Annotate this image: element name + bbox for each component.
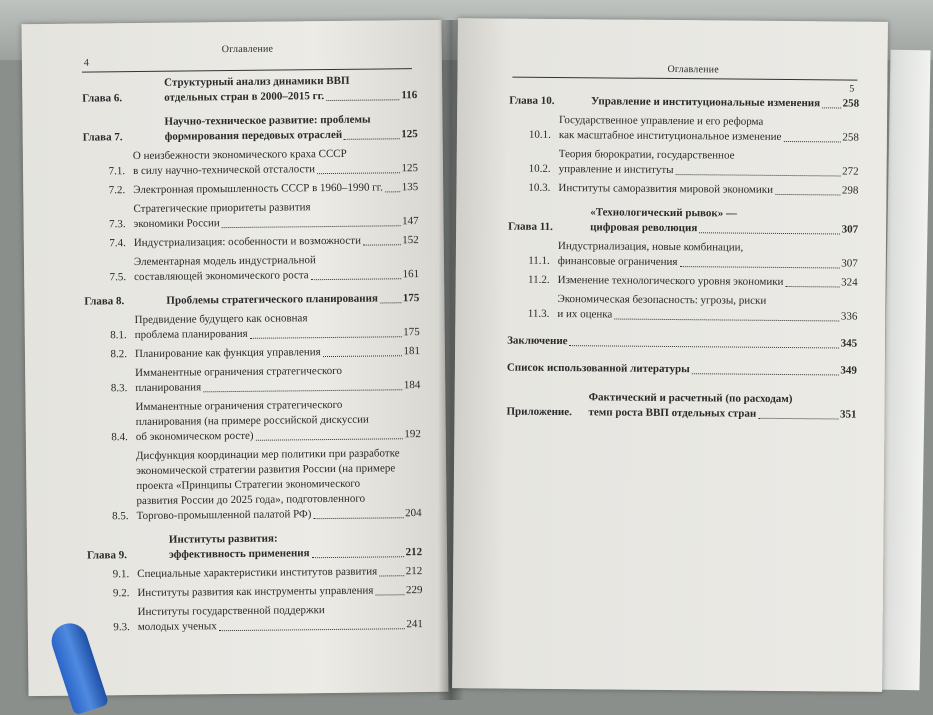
toc-entry-label: 7.3.: [109, 218, 126, 231]
toc-entry-label: 7.2.: [108, 184, 126, 197]
toc-entry-title-line: Изменение технологического уровня экономики: [557, 274, 784, 288]
dot-leader: [323, 355, 402, 357]
toc-entry-title-line: управление и институты: [558, 163, 674, 177]
toc-entry-label: 9.3.: [113, 621, 130, 634]
toc-entry: [507, 334, 857, 352]
toc-entry-title-line: Элементарная модель индустриальной: [133, 254, 316, 269]
toc-entry-page: 135: [401, 181, 419, 194]
toc-entry: [87, 530, 422, 564]
toc-entry-page: 175: [402, 292, 420, 305]
dot-leader: [344, 138, 399, 140]
toc-entry-title-line: Проблемы стратегического планирования: [166, 292, 378, 307]
toc-entry-title-line: Фактический и расчетный (по расходам): [588, 391, 793, 406]
toc-entry-title-line: Государственное управление и его реформа: [558, 114, 764, 128]
right-page: [452, 18, 888, 692]
dot-leader: [203, 389, 402, 392]
left-toc: [82, 64, 423, 635]
toc-entry-title-line: О неизбежности экономического краха СССР: [132, 147, 347, 163]
toc-entry-page: 212: [405, 546, 423, 559]
toc-entry-label: 9.2.: [112, 587, 130, 600]
toc-entry-title-line: Экономическая безопасность: угрозы, риски: [557, 293, 767, 307]
toc-entry-page: 298: [841, 184, 859, 197]
dot-leader: [311, 278, 401, 280]
toc-entry-title-line: финансовые ограничения: [557, 255, 678, 269]
toc-entry-label: 11.2.: [528, 273, 550, 286]
toc-entry-title-line: об экономическом росте): [135, 429, 254, 444]
toc-entry-title-line: проекта «Принципы Стратегии экономического: [136, 477, 361, 493]
toc-entry-title-line: молодых ученых: [137, 620, 217, 634]
toc-entry-page: 204: [405, 507, 422, 520]
toc-entry-title-line: планирования: [135, 381, 202, 395]
left-page-number: 4: [83, 57, 89, 69]
dot-leader: [219, 628, 405, 631]
toc-entry-page: 258: [842, 97, 860, 110]
toc-entry-title-line: Дисфункция координации мер политики при разработке: [135, 447, 400, 463]
toc-entry-page: 345: [840, 337, 858, 350]
toc-entry-page: 125: [401, 128, 418, 141]
dot-leader: [676, 174, 841, 176]
toc-entry-title-line: Торгово-промышленной палатой РФ): [136, 508, 312, 523]
toc-entry-label: 8.5.: [112, 510, 129, 523]
toc-entry-title-line: формирования передовых отраслей: [164, 128, 343, 143]
toc-entry-page: 116: [401, 89, 418, 102]
toc-entry-title-line: Институты развития:: [168, 532, 278, 546]
toc-entry-label: 8.3.: [110, 382, 128, 395]
toc-entry-title-line: Структурный анализ динамики ВВП: [164, 74, 350, 89]
dot-leader: [692, 373, 839, 375]
toc-entry-title-line: Научно-техническое развитие: проблемы: [164, 113, 371, 128]
toc-entry-label: Глава 10.: [509, 94, 555, 107]
toc-entry-title-line: Теория бюрократии, государственное: [558, 148, 735, 162]
toc-entry-title-line: Заключение: [507, 334, 568, 348]
toc-entry-page: 336: [840, 310, 858, 323]
dot-leader: [250, 336, 402, 339]
toc-entry-title-line: эффективность применения: [168, 547, 310, 561]
toc-entry-page: 184: [403, 379, 421, 392]
toc-entry-title-line: Стратегические приоритеты развития: [133, 201, 311, 216]
toc-entry: [86, 446, 422, 525]
right-head-rule: [512, 77, 857, 81]
toc-entry: [506, 390, 856, 423]
toc-entry: [85, 310, 420, 344]
toc-entry-page: 147: [402, 215, 419, 228]
dot-leader: [379, 575, 404, 576]
toc-entry-page: 192: [404, 428, 421, 441]
toc-entry: [83, 180, 418, 199]
toc-entry: [508, 205, 858, 238]
toc-entry: [508, 273, 858, 291]
toc-entry-page: 324: [841, 276, 858, 289]
toc-entry-label: Глава 8.: [84, 295, 125, 308]
toc-entry: [84, 291, 419, 310]
dot-leader: [385, 191, 400, 192]
left-page: [21, 20, 448, 696]
toc-entry-title-line: Электронная промышленность СССР в 1960–1990 гг.: [133, 181, 383, 197]
toc-entry: [83, 199, 418, 233]
toc-entry-label: 8.1.: [110, 329, 127, 342]
toc-entry-page: 229: [405, 584, 423, 597]
toc-entry-label: 7.1.: [108, 165, 126, 178]
toc-entry-label: Глава 7.: [82, 131, 123, 144]
book-cover-edge: [879, 50, 930, 691]
toc-entry-title-line: планирования (на примере российской дискуссии: [135, 413, 369, 429]
toc-entry-label: 10.2.: [528, 162, 551, 175]
toc-entry-title-line: Индустриализация, новые комбинации,: [557, 240, 744, 254]
toc-entry-label: 11.1.: [528, 254, 550, 267]
toc-entry-label: Глава 9.: [86, 549, 127, 562]
toc-entry-title-line: Институты саморазвития мировой экономики: [558, 182, 774, 196]
toc-entry-label: 10.1.: [528, 128, 551, 141]
right-running-head: Оглавление: [667, 63, 719, 76]
toc-entry-label: 7.4.: [109, 237, 126, 250]
toc-entry-page: 272: [842, 165, 859, 178]
dot-leader: [313, 517, 403, 519]
dot-leader: [785, 286, 839, 287]
dot-leader: [375, 594, 404, 595]
toc-entry-title-line: Предвидение будущего как основная: [134, 312, 308, 327]
toc-entry: [85, 344, 420, 363]
toc-entry-title-line: цифровая революция: [590, 221, 698, 235]
toc-entry: [87, 564, 422, 583]
toc-entry: [82, 73, 417, 107]
dot-leader: [822, 107, 841, 108]
toc-entry-page: 181: [403, 345, 421, 358]
toc-entry-page: 349: [840, 364, 857, 377]
dot-leader: [783, 141, 840, 142]
toc-entry-title-line: и их оценка: [557, 308, 613, 321]
dot-leader: [256, 438, 403, 441]
toc-entry-title-line: «Технологический рывок» —: [590, 206, 738, 220]
toc-entry: [509, 94, 859, 112]
dot-leader: [312, 556, 404, 558]
toc-entry: [84, 252, 419, 286]
toc-entry-title-line: как масштабное институциональное изменение: [558, 129, 782, 143]
dot-leader: [775, 194, 840, 196]
toc-entry-label: 7.5.: [109, 271, 127, 284]
dot-leader: [380, 302, 401, 303]
toc-entry-label: 8.4.: [111, 431, 128, 444]
toc-entry-title-line: Планирование как функция управления: [134, 346, 321, 361]
dot-leader: [570, 345, 839, 348]
toc-entry: [88, 602, 423, 636]
toc-entry-page: 152: [402, 234, 419, 247]
toc-entry-title-line: развития России до 2025 года», подготовленного: [136, 492, 366, 508]
toc-entry-page: 307: [841, 257, 858, 270]
toc-entry-page: 307: [841, 223, 859, 236]
dot-leader: [317, 172, 400, 174]
toc-entry-label: 9.1.: [112, 568, 130, 581]
toc-entry-title-line: составляющей экономического роста: [134, 269, 309, 284]
toc-entry-label: Приложение.: [506, 405, 572, 419]
toc-entry: [508, 239, 858, 272]
toc-entry-title-line: проблема планирования: [134, 327, 248, 342]
toc-entry-title-line: Имманентные ограничения стратегического: [135, 364, 343, 380]
toc-entry: [508, 181, 858, 199]
toc-entry-title-line: отдельных стран в 2000–2015 гг.: [164, 90, 325, 104]
toc-entry: [509, 147, 859, 180]
toc-entry-page: 161: [402, 268, 420, 281]
toc-entry: [84, 233, 419, 252]
dot-leader: [699, 232, 839, 234]
toc-entry-page: 212: [405, 565, 423, 578]
toc-entry-title-line: в силу научно-технической отсталости: [132, 163, 316, 178]
left-running-head: Оглавление: [221, 43, 274, 56]
toc-entry-title-line: Управление и институциональные изменения: [591, 95, 821, 110]
toc-entry-page: 125: [401, 162, 419, 175]
dot-leader: [222, 225, 400, 228]
toc-entry: [83, 146, 418, 180]
dot-leader: [758, 418, 838, 420]
toc-entry-title-line: экономики России: [133, 217, 220, 231]
right-page-number: 5: [849, 83, 855, 95]
toc-entry-label: Глава 6.: [82, 92, 123, 105]
toc-entry: [507, 292, 857, 325]
toc-entry: [87, 583, 422, 602]
toc-entry-title-line: Список использованной литературы: [506, 361, 690, 376]
toc-entry-title-line: экономической стратегии развития России (на примере: [136, 462, 396, 478]
toc-entry-page: 351: [839, 408, 857, 421]
toc-entry-page: 241: [406, 618, 423, 631]
dot-leader: [614, 319, 839, 322]
toc-entry: [85, 363, 420, 397]
toc-entry-label: Глава 11.: [508, 220, 553, 233]
toc-entry-page: 258: [842, 131, 859, 144]
toc-entry-title-line: Индустриализация: особенности и возможности: [133, 234, 362, 250]
toc-entry: [82, 112, 417, 146]
toc-entry-title-line: Специальные характеристики институтов развития: [137, 565, 378, 581]
toc-entry-page: 175: [403, 326, 420, 339]
toc-entry-title-line: Институты развития как инструменты управления: [137, 584, 374, 600]
toc-entry-label: 8.2.: [110, 348, 128, 361]
dot-leader: [679, 266, 839, 268]
toc-entry-title-line: Институты государственной поддержки: [137, 604, 325, 619]
toc-entry-title-line: Имманентные ограничения стратегического: [135, 398, 343, 414]
toc-entry-label: 11.3.: [527, 307, 550, 320]
right-toc: [506, 85, 859, 423]
dot-leader: [326, 99, 399, 101]
toc-entry: [509, 113, 859, 146]
dot-leader: [363, 244, 400, 245]
toc-entry: [507, 361, 857, 379]
toc-entry-label: 10.3.: [528, 181, 551, 194]
toc-entry-title-line: темп роста ВВП отдельных стран: [588, 406, 757, 420]
toc-entry: [85, 397, 420, 446]
